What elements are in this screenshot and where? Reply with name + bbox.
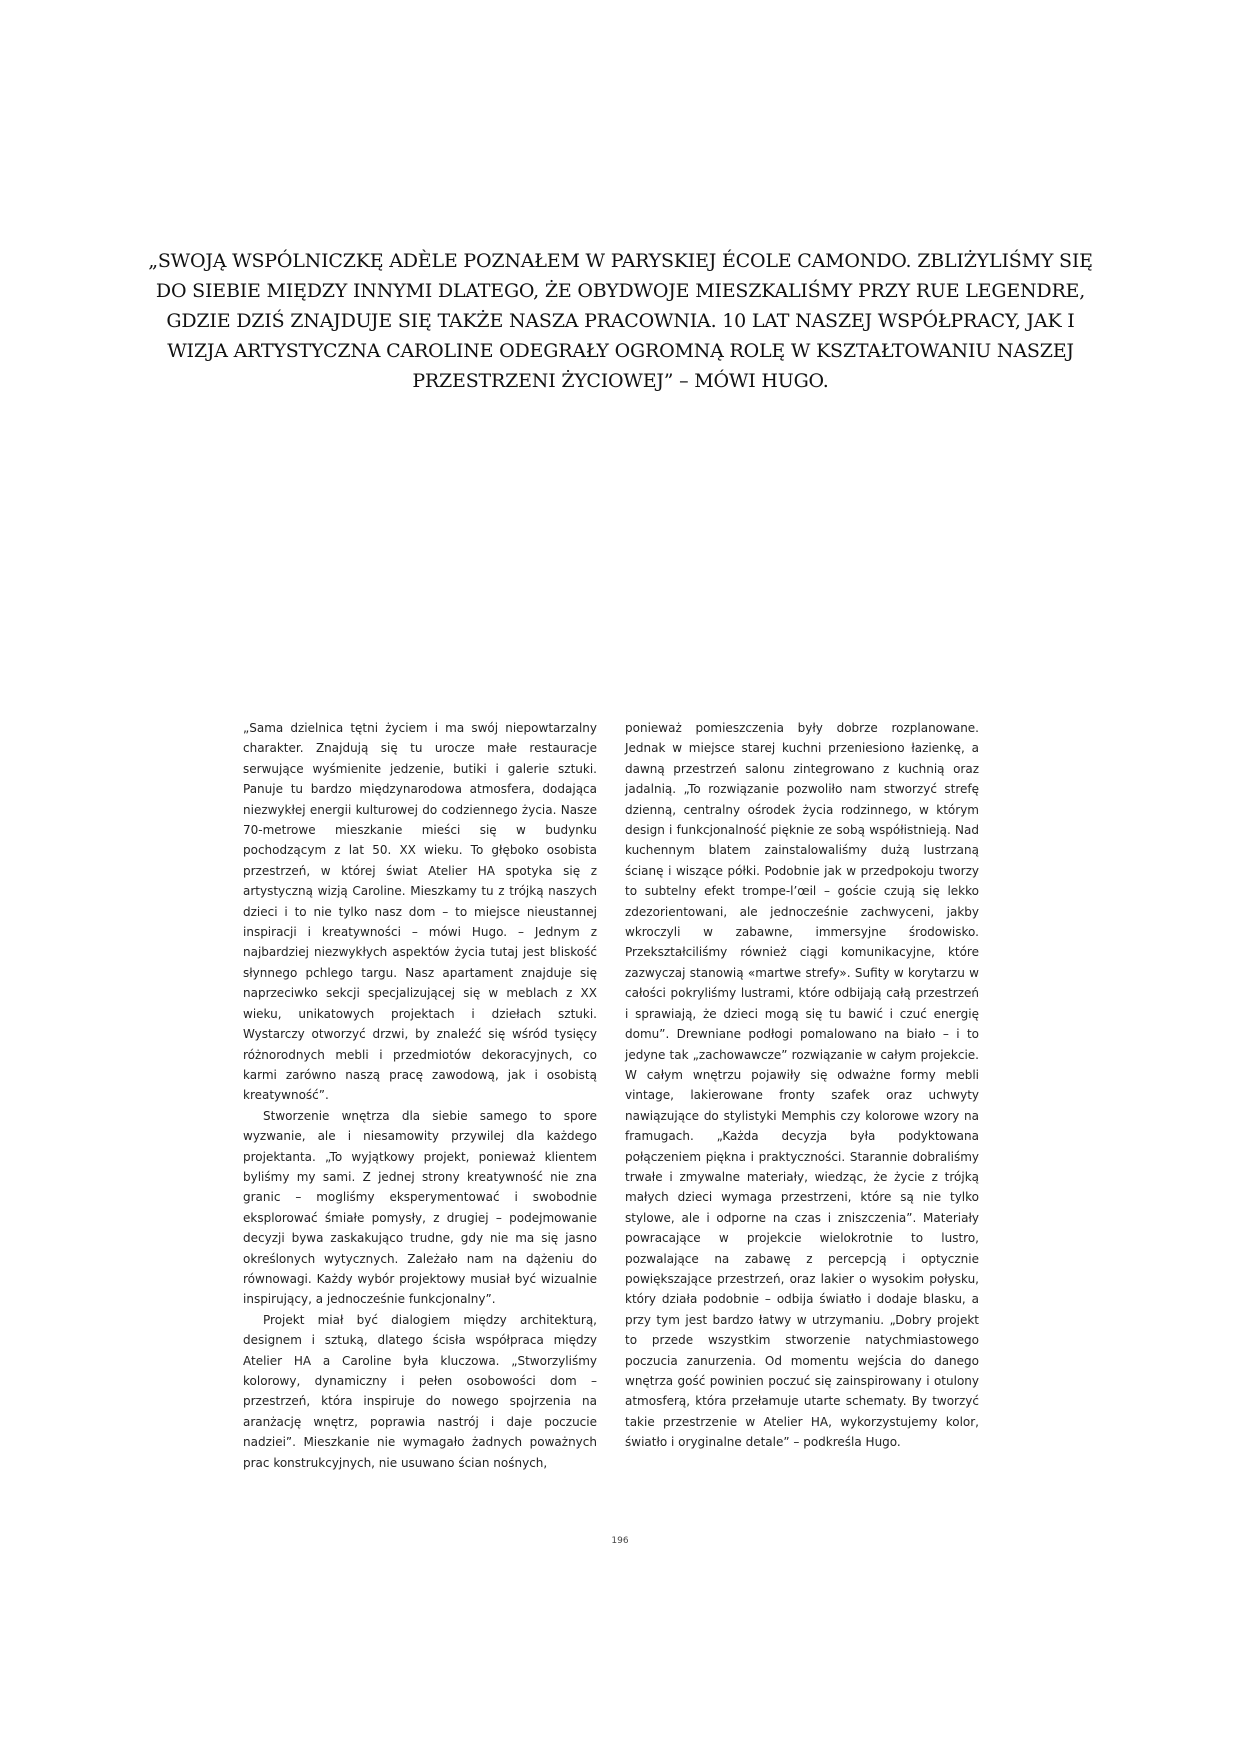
- page-number: 196: [611, 1536, 629, 1546]
- body-paragraph: ponieważ pomieszczenia były dobrze rozplanowane. Jednak w miejsce starej kuchni przeniesiono łazienkę, a dawną przestrzeń salonu zintegrowano z kuchnią oraz jadalnią. „To rozwiązanie pozwoliło nam stworzyć strefę dzienną, centralny ośrodek życia rodzinnego, w którym design i funkcjonalność pięknie ze sobą współistnieją. Nad kuchennym blatem zainstalowaliśmy dużą lustrzaną ścianę i wiszące półki. Podobnie jak w przedpokoju tworzy to subtelny efekt trompe-l’œil – goście czują się lekko zdezorientowani, ale jednocześnie zachwyceni, jakby wkroczyli w zabawne, immersyjne środowisko. Przekształciliśmy również ciągi komunikacyjne, które zazwyczaj stanowią «martwe strefy». Sufity w korytarzu w całości pokryliśmy lustrami, które odbijają całą przestrzeń i sprawiają, że dzieci mogą się tu bawić i czuć energię domu”. Drewniane podłogi pomalowano na biało – i to jedyne tak „zachowawcze” rozwiązanie w całym projekcie. W całym wnętrzu pojawiły się odważne formy mebli vintage, lakierowane fronty szafek oraz uchwyty nawiązujące do stylistyki Memphis czy kolorowe wzory na framugach. „Każda decyzja była podyktowana połączeniem piękna i praktyczności. Starannie dobraliśmy trwałe i zmywalne materiały, wiedząc, że życie z trójką małych dzieci wymaga przestrzeni, które są nie tylko stylowe, ale i odporne na czas i zniszczenia”. Materiały powracające w projekcie wielokrotnie to lustro, pozwalające na zabawę z percepcją i optycznie powiększające przestrzeń, oraz lakier o wysokim połysku, który działa podobnie – odbija światło i dodaje blasku, a przy tym jest bardzo łatwy w utrzymaniu. „Dobry projekt to przede wszystkim stworzenie natychmiastowego poczucia zanurzenia. Od momentu wejścia do danego wnętrza gość powinien poczuć się zainspirowany i otulony atmosferą, która przełamuje utarte schematy. By tworzyć takie przestrzenie w Atelier HA, wykorzystujemy kolor, światło i oryginalne detale” – podkreśla Hugo.: [625, 721, 979, 1450]
- body-paragraph: „Sama dzielnica tętni życiem i ma swój niepowtarzalny charakter. Znajdują się tu urocze małe restauracje serwujące wyśmienite jedzenie, butiki i galerie sztuki. Panuje tu bardzo międzynarodowa atmosfera, dodająca niezwykłej energii kulturowej do codziennego życia. Nasze 70-metrowe mieszkanie mieści się w budynku pochodzącym z lat 50. XX wieku. To głęboko osobista przestrzeń, w której świat Atelier HA spotyka się z artystyczną wizją Caroline. Mieszkamy tu z trójką naszych dzieci i to nie tylko nasz dom – to miejsce nieustannej inspiracji i kreatywności – mówi Hugo. – Jednym z najbardziej niezwykłych aspektów życia tutaj jest bliskość słynnego pchlego targu. Nasz apartament znajduje się naprzeciwko sekcji specjalizującej się w meblach z XX wieku, unikatowych projektach i dziełach sztuki. Wystarczy otworzyć drzwi, by znaleźć się wśród tysięcy różnorodnych mebli i przedmiotów dekoracyjnych, co karmi zarówno naszą pracę zawodową, jak i osobistą kreatywność”.: [243, 721, 597, 1103]
- body-paragraph: Stworzenie wnętrza dla siebie samego to spore wyzwanie, ale i niesamowity przywilej dla każdego projektanta. „To wyjątkowy projekt, ponieważ klientem byliśmy my sami. Z jednej strony kreatywność nie zna granic – mogliśmy eksperymentować i swobodnie eksplorować śmiałe pomysły, z drugiej – podejmowanie decyzji bywa zaskakująco trudne, gdy nie ma się jasno określonych wytycznych. Zależało nam na dążeniu do równowagi. Każdy wybór projektowy musiał być wizualnie inspirujący, a jednocześnie funkcjonalny”.: [243, 1108, 597, 1307]
- body-column-left: [243, 718, 597, 1473]
- pull-quote: „SWOJĄ WSPÓLNICZKĘ ADÈLE POZNAŁEM W PARYSKIEJ ÉCOLE CAMONDO. ZBLIŻYLIŚMY SIĘ DO SIEBIE MIĘDZY INNYMI DLATEGO, ŻE OBYDWOJE MIESZKALIŚMY PRZY RUE LEGENDRE, GDZIE DZIŚ ZNAJDUJE SIĘ TAKŻE NASZA PRACOWNIA. 10 LAT NASZEJ WSPÓŁPRACY, JAK I WIZJA ARTYSTYCZNA CAROLINE ODEGRAŁY OGROMNĄ ROLĘ W KSZTAŁTOWANIU NASZEJ PRZESTRZENI ŻYCIOWEJ” – MÓWI HUGO.: [148, 250, 1093, 392]
- body-column-right: [625, 718, 979, 1453]
- body-paragraph: Projekt miał być dialogiem między architekturą, designem i sztuką, dlatego ścisła współpraca między Atelier HA a Caroline była kluczowa. „Stworzyliśmy kolorowy, dynamiczny i pełen osobowości dom – przestrzeń, która inspiruje do nowego spojrzenia na aranżację wnętrz, poprawia nastrój i daje poczucie nadziei”. Mieszkanie nie wymagało żadnych poważnych prac konstrukcyjnych, nie usuwano ścian nośnych,: [243, 1312, 597, 1470]
